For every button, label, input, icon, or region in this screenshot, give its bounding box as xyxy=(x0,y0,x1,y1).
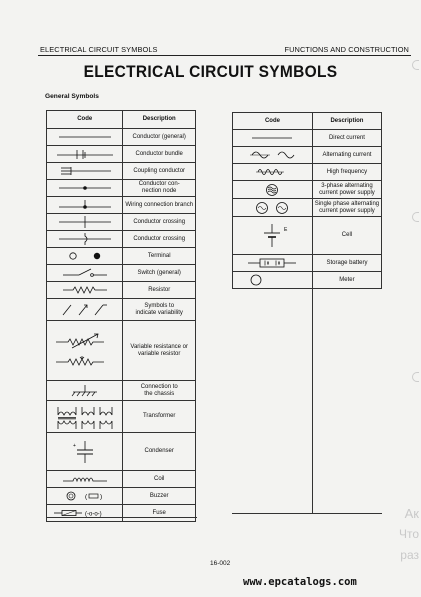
resistor-icon xyxy=(47,282,123,299)
switch-icon xyxy=(47,265,123,282)
chassis-ground-icon xyxy=(47,381,123,401)
coil-icon xyxy=(47,471,123,488)
desc-cell: Variable resistance or variable resistor xyxy=(123,321,196,381)
desc-cell: Meter xyxy=(312,272,381,289)
desc-cell: Transformer xyxy=(123,401,196,433)
header-left: ELECTRICAL CIRCUIT SYMBOLS xyxy=(40,45,158,54)
page-number: 16-002 xyxy=(210,560,231,567)
ghost-text: раз xyxy=(400,548,419,562)
col-code-header: Code xyxy=(233,113,313,130)
table-row xyxy=(47,433,196,471)
desc-cell: Buzzer xyxy=(123,488,196,505)
desc-cell: Symbols to indicate variability xyxy=(123,299,196,321)
table-row xyxy=(47,146,196,163)
high-frequency-icon xyxy=(233,164,313,181)
table-row xyxy=(47,265,196,282)
desc-cell: Resistor xyxy=(123,282,196,299)
desc-cell: Coil xyxy=(123,471,196,488)
header-right: FUNCTIONS AND CONSTRUCTION xyxy=(284,45,409,54)
desc-cell: Switch (general) xyxy=(123,265,196,282)
table-row xyxy=(47,505,196,522)
cell-icon xyxy=(233,217,313,255)
storage-battery-icon xyxy=(233,255,313,272)
table-row xyxy=(233,272,382,289)
desc-cell: Conductor crossing xyxy=(123,214,196,231)
svg-text:E: E xyxy=(284,226,288,233)
table-row xyxy=(233,147,382,164)
table-row xyxy=(47,299,196,321)
desc-cell: Conductor bundle xyxy=(123,146,196,163)
header-rule xyxy=(38,55,411,56)
conductor-general-icon xyxy=(47,129,123,146)
terminal-icon xyxy=(47,248,123,265)
col-code-header: Code xyxy=(47,111,123,129)
desc-cell: Cell xyxy=(312,217,381,255)
table-row xyxy=(233,255,382,272)
table-row xyxy=(47,248,196,265)
table-continuation-line xyxy=(312,278,313,513)
table-row xyxy=(47,321,196,381)
ghost-text: Что xyxy=(398,527,419,541)
table-row xyxy=(233,199,382,217)
table-row xyxy=(47,488,196,505)
svg-text:): ) xyxy=(99,493,102,501)
conductor-bundle-icon xyxy=(47,146,123,163)
ghost-text: Ак xyxy=(404,506,419,521)
table-row xyxy=(47,231,196,248)
page-title: ELECTRICAL CIRCUIT SYMBOLS xyxy=(83,63,338,82)
table-row xyxy=(233,217,382,255)
meter-icon xyxy=(233,272,313,289)
desc-cell: Conductor con- nection node xyxy=(123,180,196,197)
desc-cell: Storage battery xyxy=(312,255,381,272)
desc-cell: Conductor (general) xyxy=(123,129,196,146)
svg-text:(-o-o-): (-o-o-) xyxy=(84,511,102,518)
desc-cell: High frequency xyxy=(312,164,381,181)
table-row xyxy=(47,129,196,146)
single-phase-icon xyxy=(233,199,313,217)
buzzer-icon xyxy=(47,488,123,505)
desc-cell: 3-phase alternating current power supply xyxy=(312,181,381,199)
fuse-icon xyxy=(47,505,123,522)
table-row xyxy=(233,181,382,199)
desc-cell: Terminal xyxy=(123,248,196,265)
three-phase-icon xyxy=(233,181,313,199)
condenser-icon xyxy=(47,433,123,471)
alternating-current-icon xyxy=(233,147,313,164)
section-title: General Symbols xyxy=(45,93,99,100)
table-row xyxy=(47,282,196,299)
table-row xyxy=(47,163,196,180)
table-row xyxy=(47,197,196,214)
connection-node-icon xyxy=(47,180,123,197)
desc-cell: Condenser xyxy=(123,433,196,471)
watermark: www.epcatalogs.com xyxy=(243,576,357,588)
desc-cell: Single phase alternating current power supply xyxy=(312,199,381,217)
table-row xyxy=(233,164,382,181)
binding-hole-icon xyxy=(412,60,419,70)
desc-cell: Fuse xyxy=(123,505,196,522)
table-bottom-rule xyxy=(47,517,197,518)
col-desc-header: Description xyxy=(123,111,196,129)
table-row xyxy=(47,180,196,197)
symbols-table-right xyxy=(232,112,382,289)
desc-cell: Conductor crossing xyxy=(123,231,196,248)
table-row xyxy=(47,471,196,488)
conductor-crossing-icon xyxy=(47,214,123,231)
table-row xyxy=(47,381,196,401)
conductor-crossing-jump-icon xyxy=(47,231,123,248)
table-row xyxy=(47,401,196,433)
direct-current-icon xyxy=(233,130,313,147)
table-row xyxy=(233,130,382,147)
wiring-branch-icon xyxy=(47,197,123,214)
symbols-table-left xyxy=(46,110,196,522)
binding-hole-icon xyxy=(412,372,419,382)
desc-cell: Wiring connection branch xyxy=(123,197,196,214)
svg-text:(: ( xyxy=(84,493,87,501)
desc-cell: Connection to the chassis xyxy=(123,381,196,401)
coupling-conductor-icon xyxy=(47,163,123,180)
svg-text:+: + xyxy=(72,442,76,449)
binding-hole-icon xyxy=(412,212,419,222)
variability-icon xyxy=(47,299,123,321)
desc-cell: Alternating current xyxy=(312,147,381,164)
col-desc-header: Description xyxy=(312,113,381,130)
desc-cell: Coupling conductor xyxy=(123,163,196,180)
desc-cell: Direct current xyxy=(312,130,381,147)
table-bottom-rule xyxy=(232,513,382,514)
variable-resistor-icon xyxy=(47,321,123,381)
transformer-icon xyxy=(47,401,123,433)
table-row xyxy=(47,214,196,231)
